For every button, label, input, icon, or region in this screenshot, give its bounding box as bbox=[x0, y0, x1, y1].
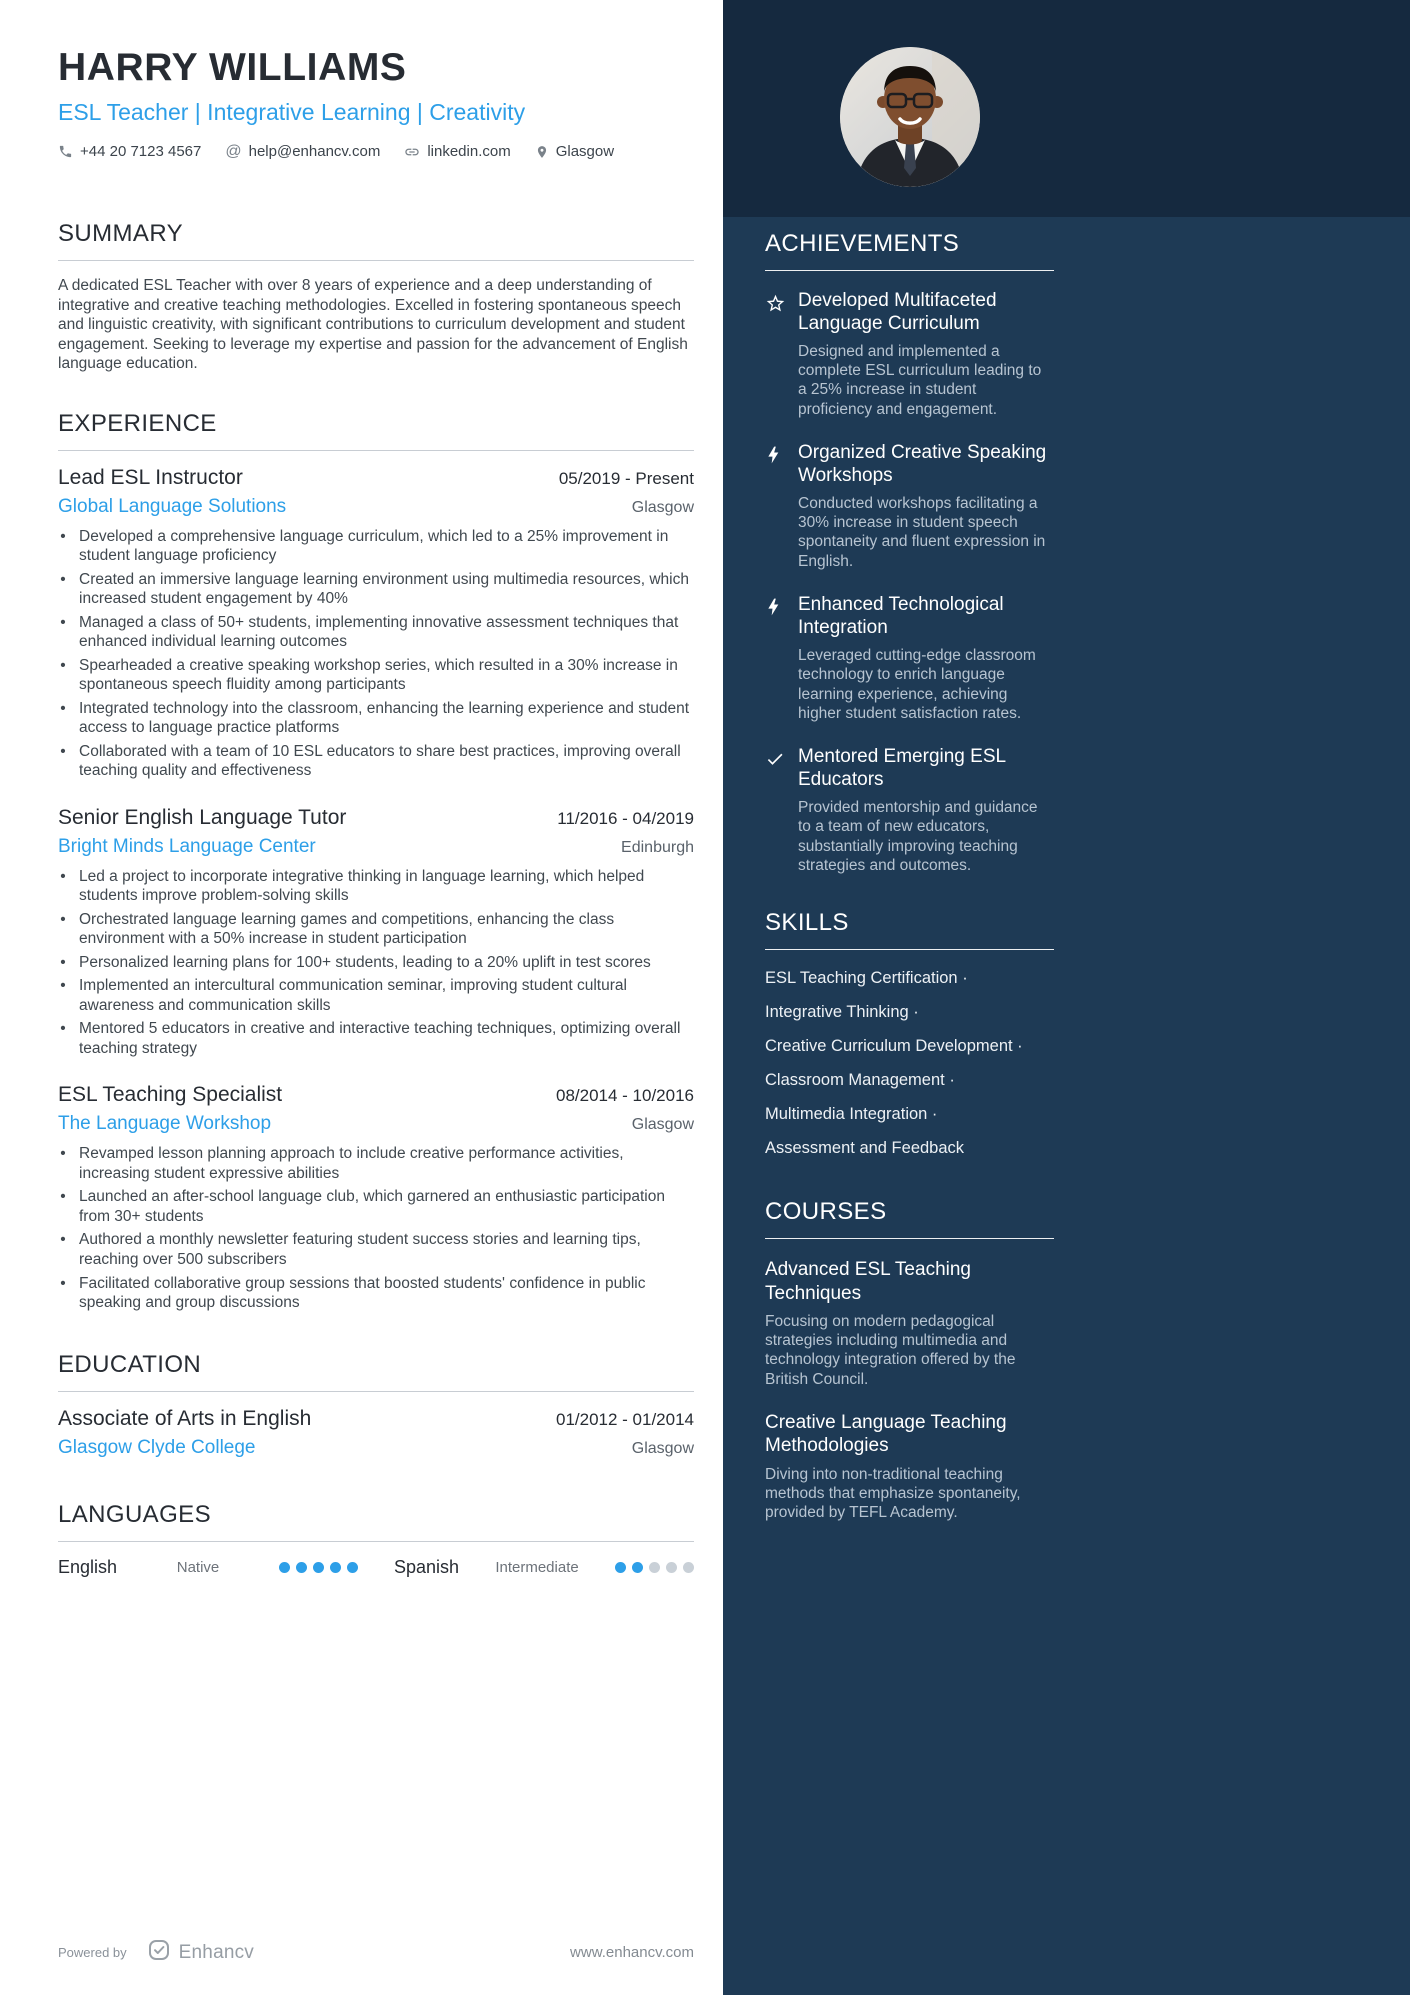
achievements-section bbox=[765, 230, 1054, 875]
courses-heading: COURSES bbox=[765, 1198, 1054, 1239]
education-location: Glasgow bbox=[631, 1439, 694, 1457]
job-entry bbox=[58, 1083, 694, 1312]
job-headline: ESL Teacher | Integrative Learning | Creativity bbox=[58, 99, 526, 125]
proficiency-dot bbox=[296, 1562, 307, 1573]
website-link[interactable]: www.enhancv.com bbox=[570, 1944, 694, 1961]
bullet-item bbox=[58, 910, 694, 949]
bullet-item bbox=[58, 1144, 694, 1183]
job-dates: 08/2014 - 10/2016 bbox=[555, 1086, 694, 1106]
bullet-marker: • bbox=[60, 1145, 66, 1163]
at-icon: @ bbox=[225, 142, 242, 160]
job-location: Edinburgh bbox=[621, 838, 694, 856]
achievement-title: Enhanced Technological Integration bbox=[798, 594, 1004, 638]
job-bullets bbox=[58, 867, 694, 1059]
phone-contact bbox=[58, 143, 201, 160]
job-bullets bbox=[58, 527, 694, 781]
bullet-marker: • bbox=[60, 867, 66, 885]
bullet-text: Personalized learning plans for 100+ students, leading to a 20% uplift in test scores bbox=[79, 953, 651, 971]
bolt-icon bbox=[765, 594, 798, 723]
bullet-marker: • bbox=[60, 953, 66, 971]
location-pin-icon bbox=[535, 145, 549, 159]
bullet-marker: • bbox=[60, 656, 66, 674]
education-entry bbox=[58, 1407, 694, 1459]
summary-text: A dedicated ESL Teacher with over 8 years of experience and a deep understanding of integrative and creative teaching methodologies. Excelled in fostering spontaneous speech and linguistic creativity, with significant contributions to curriculum development and student engagement. Seeking to leverage my expertise and passion for the advancement of English language education. bbox=[58, 277, 688, 373]
bullet-item bbox=[58, 527, 694, 566]
bullet-item bbox=[58, 953, 694, 973]
check-icon bbox=[765, 746, 798, 875]
skills-section bbox=[765, 909, 1054, 1158]
proficiency-dot bbox=[649, 1562, 660, 1573]
bullet-text: Mentored 5 educators in creative and interactive teaching techniques, optimizing overall teaching strategy bbox=[79, 1020, 681, 1057]
bullet-text: Facilitated collaborative group sessions that boosted students' confidence in public speaking and group discussions bbox=[79, 1274, 646, 1312]
email-contact[interactable] bbox=[225, 143, 380, 160]
bullet-text: Managed a class of 50+ students, implementing innovative assessment techniques that enhanced individual learning outcomes bbox=[79, 613, 679, 651]
bullet-item bbox=[58, 1274, 694, 1313]
job-entry bbox=[58, 466, 694, 781]
bullet-text: Launched an after-school language club, which garnered an enthusiastic participation from 30+ students bbox=[79, 1188, 665, 1225]
language-proficiency-dots bbox=[279, 1562, 358, 1573]
bullet-item bbox=[58, 1019, 694, 1058]
bullet-item bbox=[58, 699, 694, 738]
languages-heading: LANGUAGES bbox=[58, 1501, 694, 1542]
course-text: Diving into non-traditional teaching methods that emphasize spontaneity, provided by TEFL Academy. bbox=[765, 1465, 1021, 1522]
enhancv-logo-icon bbox=[147, 1938, 171, 1967]
achievement-item bbox=[765, 290, 1054, 419]
course-item bbox=[765, 1258, 1054, 1389]
company-link[interactable]: Bright Minds Language Center bbox=[58, 835, 316, 857]
profile-photo bbox=[840, 47, 980, 187]
skill-item: Multimedia Integration · bbox=[765, 1105, 938, 1124]
profile-photo-image bbox=[840, 47, 980, 187]
bullet-marker: • bbox=[60, 910, 66, 928]
language-name: Spanish bbox=[394, 1556, 460, 1577]
achievement-text: Leveraged cutting-edge classroom technology to enrich language learning experience, achieving higher student satisfaction rates. bbox=[798, 646, 1036, 722]
achievement-title: Organized Creative Speaking Workshops bbox=[798, 442, 1047, 486]
bullet-text: Integrated technology into the classroom, enhancing the learning experience and student access to language practice platforms bbox=[79, 699, 690, 737]
summary-section bbox=[58, 220, 694, 374]
achievement-item bbox=[765, 442, 1054, 571]
location-contact bbox=[535, 143, 614, 160]
bullet-marker: • bbox=[60, 613, 66, 631]
linkedin-link: linkedin.com bbox=[427, 143, 511, 160]
link-icon bbox=[404, 144, 420, 160]
proficiency-dot bbox=[347, 1562, 358, 1573]
bullet-item bbox=[58, 570, 694, 609]
bullet-item bbox=[58, 867, 694, 906]
page-footer bbox=[58, 1938, 694, 1967]
bullet-text: Implemented an intercultural communication seminar, improving student cultural awareness and communication skills bbox=[79, 977, 627, 1014]
job-title: ESL Teaching Specialist bbox=[58, 1083, 283, 1107]
enhancv-logo[interactable] bbox=[147, 1938, 254, 1967]
bullet-text: Developed a comprehensive language curriculum, which led to a 25% improvement in student language proficiency bbox=[79, 527, 669, 565]
company-link[interactable]: Global Language Solutions bbox=[58, 495, 287, 517]
skill-item: Integrative Thinking · bbox=[765, 1003, 919, 1022]
bullet-marker: • bbox=[60, 1274, 66, 1292]
enhancv-logo-text: Enhancv bbox=[178, 1941, 254, 1963]
achievement-text: Designed and implemented a complete ESL curriculum leading to a 25% increase in student proficiency and engagement. bbox=[798, 342, 1042, 418]
skill-item: Assessment and Feedback bbox=[765, 1139, 965, 1158]
bullet-marker: • bbox=[60, 977, 66, 995]
job-dates: 11/2016 - 04/2019 bbox=[557, 808, 694, 828]
achievement-title: Mentored Emerging ESL Educators bbox=[798, 746, 1006, 791]
courses-section bbox=[765, 1198, 1054, 1522]
language-level: Intermediate bbox=[495, 1558, 579, 1576]
course-title: Creative Language Teaching Methodologies bbox=[765, 1412, 1007, 1457]
skill-item: ESL Teaching Certification · bbox=[765, 969, 968, 988]
bullet-item bbox=[58, 656, 694, 695]
job-dates: 05/2019 - Present bbox=[558, 468, 694, 488]
course-item bbox=[765, 1411, 1054, 1522]
bullet-marker: • bbox=[60, 699, 66, 717]
experience-section bbox=[58, 410, 694, 1313]
language-entry bbox=[394, 1557, 694, 1578]
location-text: Glasgow bbox=[555, 143, 615, 160]
proficiency-dot bbox=[632, 1562, 643, 1573]
job-location: Glasgow bbox=[631, 498, 694, 516]
achievement-item bbox=[765, 746, 1054, 875]
course-title: Advanced ESL Teaching Techniques bbox=[765, 1259, 971, 1304]
bullet-text: Orchestrated language learning games and competitions, enhancing the class environment with a 50% increase in student participation bbox=[79, 910, 615, 948]
job-title: Lead ESL Instructor bbox=[58, 465, 243, 489]
contact-row bbox=[58, 143, 694, 160]
linkedin-contact[interactable] bbox=[404, 143, 510, 160]
job-title: Senior English Language Tutor bbox=[58, 805, 347, 829]
course-text: Focusing on modern pedagogical strategies including multimedia and technology integration offered by the British Council. bbox=[765, 1312, 1016, 1388]
bullet-marker: • bbox=[60, 527, 66, 545]
job-location: Glasgow bbox=[631, 1116, 694, 1134]
proficiency-dot bbox=[279, 1562, 290, 1573]
achievement-item bbox=[765, 594, 1054, 723]
phone-icon bbox=[58, 144, 73, 159]
bullet-text: Created an immersive language learning environment using multimedia resources, which increased student engagement by 40% bbox=[79, 570, 689, 608]
person-name: HARRY WILLIAMS bbox=[58, 46, 407, 89]
achievement-title: Developed Multifaceted Language Curriculum bbox=[798, 290, 997, 334]
bullet-item bbox=[58, 976, 694, 1015]
experience-heading: EXPERIENCE bbox=[58, 410, 694, 451]
sidebar bbox=[723, 0, 1410, 1995]
bullet-text: Spearheaded a creative speaking workshop series, which resulted in a 30% increase in spontaneous speech fluidity among participants bbox=[79, 656, 678, 694]
language-name: English bbox=[58, 1556, 118, 1577]
skill-item: Creative Curriculum Development · bbox=[765, 1037, 1023, 1056]
proficiency-dot bbox=[683, 1562, 694, 1573]
bullet-item bbox=[58, 742, 694, 781]
achievement-text: Provided mentorship and guidance to a team of new educators, substantially improving teaching strategies and outcomes. bbox=[798, 798, 1038, 874]
proficiency-dot bbox=[666, 1562, 677, 1573]
job-entry bbox=[58, 806, 694, 1059]
bullet-marker: • bbox=[60, 1020, 66, 1038]
education-dates: 01/2012 - 01/2014 bbox=[555, 1409, 694, 1429]
summary-heading: SUMMARY bbox=[58, 220, 694, 261]
achievement-text: Conducted workshops facilitating a 30% increase in student speech spontaneity and fluent expression in English. bbox=[798, 494, 1046, 570]
bullet-marker: • bbox=[60, 1231, 66, 1249]
education-section bbox=[58, 1351, 694, 1459]
skills-heading: SKILLS bbox=[765, 909, 1054, 950]
bullet-marker: • bbox=[60, 742, 66, 760]
language-proficiency-dots bbox=[615, 1562, 694, 1573]
achievements-heading: ACHIEVEMENTS bbox=[765, 230, 1054, 271]
proficiency-dot bbox=[615, 1562, 626, 1573]
proficiency-dot bbox=[313, 1562, 324, 1573]
company-link[interactable]: The Language Workshop bbox=[58, 1113, 272, 1135]
language-level: Native bbox=[176, 1558, 220, 1576]
resume-header bbox=[58, 46, 694, 160]
bullet-item bbox=[58, 1187, 694, 1226]
degree-title: Associate of Arts in English bbox=[58, 1406, 312, 1430]
powered-by-label: Powered by bbox=[58, 1945, 127, 1960]
bullet-text: Revamped lesson planning approach to include creative performance activities, increasing student expressive abilities bbox=[79, 1145, 624, 1182]
bullet-marker: • bbox=[60, 1188, 66, 1206]
education-heading: EDUCATION bbox=[58, 1351, 694, 1392]
bullet-text: Collaborated with a team of 10 ESL educators to share best practices, improving overall teaching quality and effectiveness bbox=[79, 742, 681, 780]
skill-item: Classroom Management · bbox=[765, 1071, 955, 1090]
phone-number: +44 20 7123 4567 bbox=[80, 143, 202, 160]
bullet-item bbox=[58, 1230, 694, 1269]
languages-section bbox=[58, 1501, 694, 1578]
bullet-item bbox=[58, 613, 694, 652]
language-entry bbox=[58, 1557, 358, 1578]
bolt-icon bbox=[765, 442, 798, 571]
email-address: help@enhancv.com bbox=[248, 143, 381, 160]
bullet-marker: • bbox=[60, 570, 66, 588]
star-icon bbox=[765, 290, 798, 419]
school-link[interactable]: Glasgow Clyde College bbox=[58, 1436, 256, 1458]
job-bullets bbox=[58, 1144, 694, 1312]
proficiency-dot bbox=[330, 1562, 341, 1573]
bullet-text: Authored a monthly newsletter featuring student success stories and learning tips, reaching over 500 subscribers bbox=[79, 1231, 641, 1268]
bullet-text: Led a project to incorporate integrative thinking in language learning, which helped students improve problem-solving skills bbox=[79, 867, 645, 905]
